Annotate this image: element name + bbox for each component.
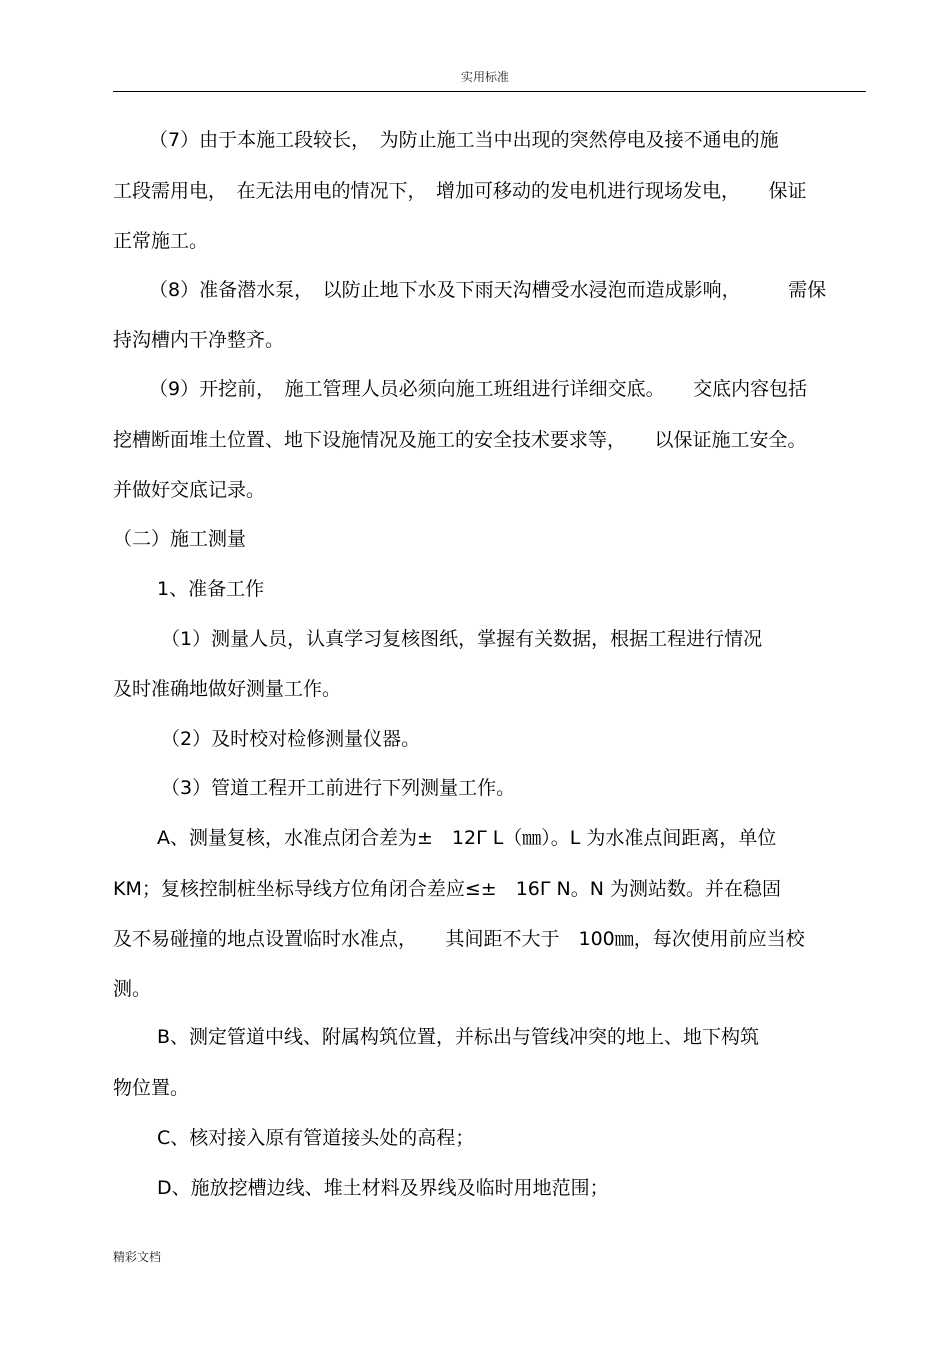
text-line-12: 及时准确地做好测量工作。: [113, 678, 342, 700]
section-heading: （二）施工测量: [113, 528, 247, 550]
text-line-3: 正常施工。: [113, 230, 209, 252]
text-line-5: 持沟槽内干净整齐。: [113, 329, 285, 351]
text-line-16: KM；复核控制桩坐标导线方位角闭合差应≤± 16Γ N。N 为测站数。并在稳固: [113, 878, 781, 900]
text-line-21: C、核对接入原有管道接头处的高程；: [157, 1127, 475, 1149]
text-line-1: （7）由于本施工段较长， 为防止施工当中出现的突然停电及接不通电的施: [149, 129, 779, 151]
text-line-14: （3）管道工程开工前进行下列测量工作。: [161, 777, 516, 799]
text-line-2: 工段需用电， 在无法用电的情况下， 增加可移动的发电机进行现场发电， 保证: [113, 180, 807, 202]
text-line-19: B、测定管道中线、附属构筑位置，并标出与管线冲突的地上、地下构筑: [157, 1026, 760, 1048]
text-line-20: 物位置。: [113, 1077, 190, 1099]
text-line-11: （1）测量人员，认真学习复核图纸，掌握有关数据，根据工程进行情况: [161, 628, 763, 650]
text-line-8: 并做好交底记录。: [113, 479, 266, 501]
text-line-13: （2）及时校对检修测量仪器。: [161, 728, 421, 750]
text-line-15: A、测量复核，水准点闭合差为± 12Γ L（㎜）。L 为水准点间距离，单位: [157, 827, 777, 849]
page-header-title: 实用标准: [460, 70, 509, 84]
text-line-7: 挖槽断面堆土位置、地下设施情况及施工的安全技术要求等， 以保证施工安全。: [113, 429, 807, 451]
text-line-4: （8）准备潜水泵， 以防止地下水及下雨天沟槽受水浸泡而造成影响， 需保: [149, 279, 827, 301]
text-line-6: （9）开挖前， 施工管理人员必须向施工班组进行详细交底。 交底内容包括: [149, 378, 808, 400]
subsection-heading: 1、准备工作: [157, 578, 265, 600]
header-divider: [113, 91, 866, 92]
text-line-22: D、施放挖槽边线、堆土材料及界线及临时用地范围；: [157, 1177, 609, 1199]
text-line-17: 及不易碰撞的地点设置临时水准点， 其间距不大于 100㎜，每次使用前应当校: [113, 928, 805, 950]
text-line-18: 测。: [113, 978, 152, 1000]
page-footer-text: 精彩文档: [113, 1250, 162, 1264]
